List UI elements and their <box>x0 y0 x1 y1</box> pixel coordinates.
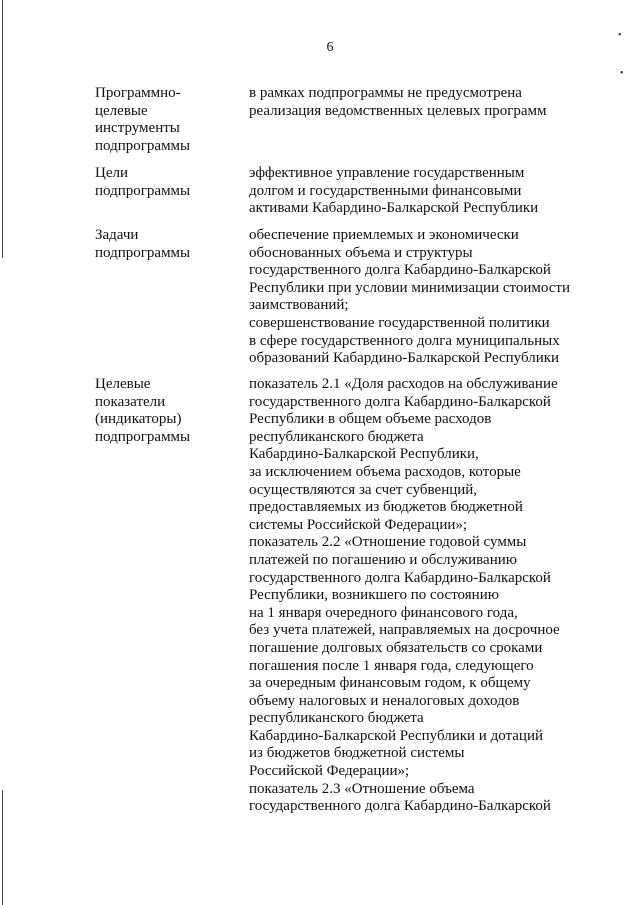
row-label-indicators: Целевые показатели (индикаторы) подпрограммы <box>95 376 191 445</box>
row-label-tools: Программно- целевые инструменты подпрограммы <box>95 85 191 154</box>
scan-edge-mark <box>2 790 3 905</box>
row-value-goals: эффективное управление государственным долгом и государственными финансовыми активами Кабардино-Балкарской Республики <box>249 165 539 217</box>
scan-speck: • <box>620 68 624 79</box>
row-value-indicators: показатель 2.1 «Доля расходов на обслуживание государственного долга Кабардино-Балкарской Республики в общем объеме расходов республиканского бюджета Кабардино-Балкарской Республики, за исключением объема расходов, которые осуществляются за счет субвенций, предоставляемых из бюджетов бюджетной системы Российской Федерации»; показатель 2.2 «Отношение годовой суммы платежей по погашению и обслуживанию государственного долга Кабардино-Балкарской Республики, возникшего по состоянию на 1 января очередного финансового года, без учета платежей, направляемых на досрочное погашение долговых обязательств со сроками погашения после 1 января года, следующего за очередным финансовым годом, к общему объему налоговых и неналоговых доходов республиканского бюджета Кабардино-Балкарской Республики и дотаций из бюджетов бюджетной системы Российской Федерации»; показатель 2.3 «Отношение объема государственного долга Кабардино-Балкарской <box>249 376 560 815</box>
scan-speck: • <box>618 30 622 41</box>
row-value-tools: в рамках подпрограммы не предусмотрена реализация ведомственных целевых программ <box>249 85 547 119</box>
row-label-goals: Цели подпрограммы <box>95 165 191 199</box>
row-label-tasks: Задачи подпрограммы <box>95 227 191 261</box>
scan-edge-mark <box>2 0 3 258</box>
page-number: 6 <box>326 40 334 55</box>
row-value-tasks: обеспечение приемлемых и экономически обоснованных объема и структуры государственного долга Кабардино-Балкарской Республики при условии минимизации стоимости заимствований; совершенствование государственной политики в сфере государственного долга муниципальных образований Кабардино-Балкарской Республики <box>249 227 570 367</box>
